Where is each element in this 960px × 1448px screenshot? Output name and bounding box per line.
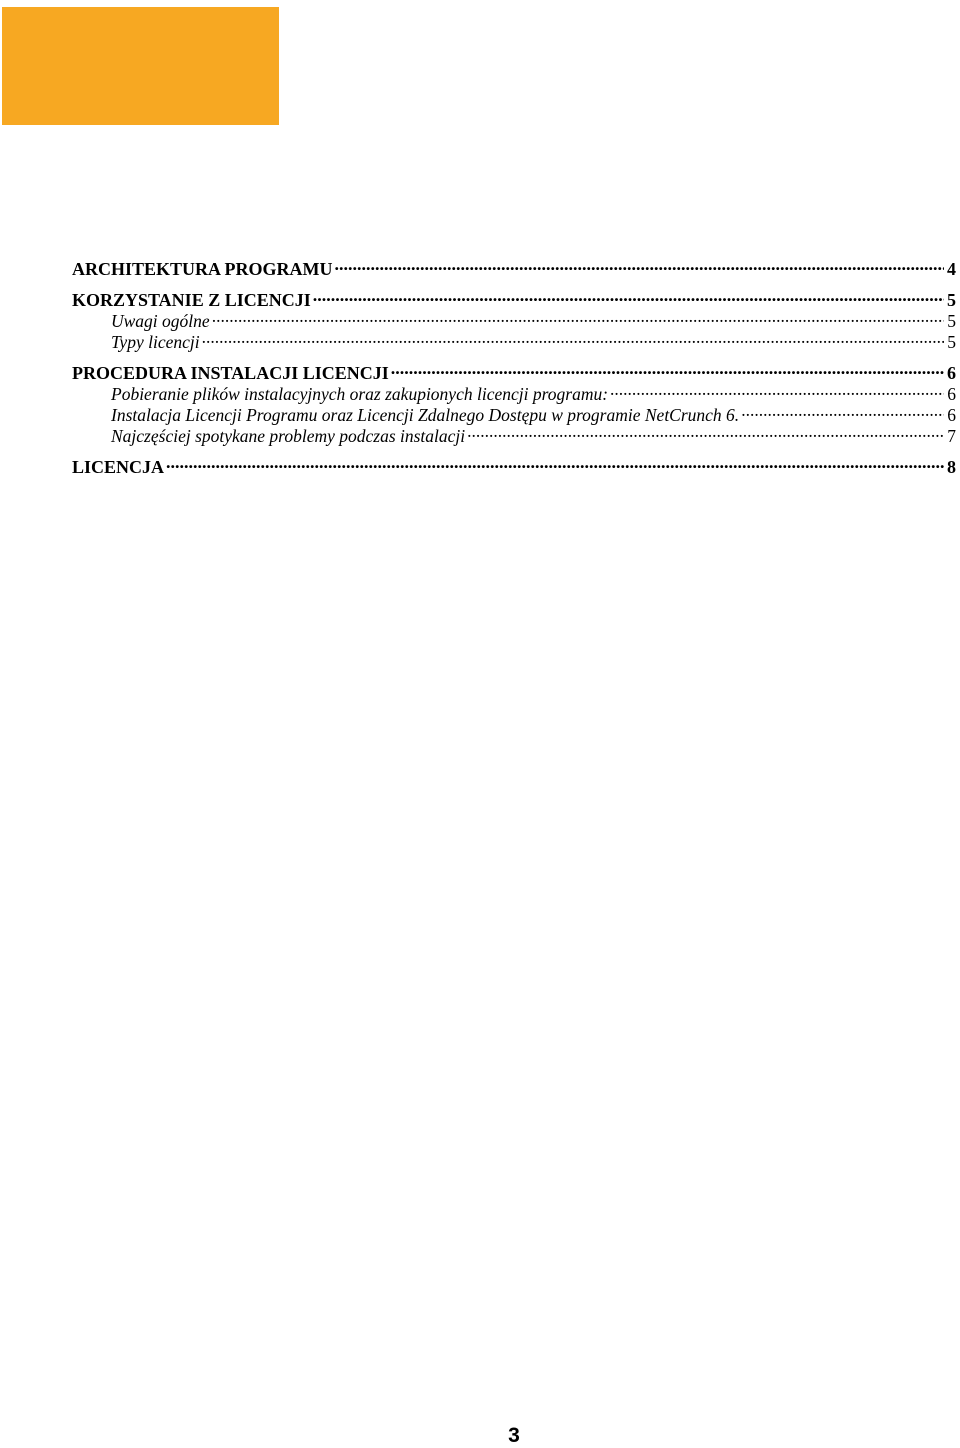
toc-entry-page: 5: [947, 332, 956, 352]
toc-entry-licencja[interactable]: [72, 452, 956, 477]
toc-dot-leader: [610, 379, 944, 400]
toc-entry-label: LICENCJA: [72, 457, 165, 477]
toc-entry-procedura-instalacji-licencji[interactable]: [72, 358, 956, 383]
toc-entry-label: Najczęściej spotykane problemy podczas instalacji: [111, 426, 466, 446]
toc-entry-label: ARCHITEKTURA PROGRAMU: [72, 259, 333, 279]
toc-dot-leader: [202, 327, 945, 348]
toc-entry-typy-licencji[interactable]: [72, 327, 956, 352]
toc-entry-page: 6: [947, 405, 956, 425]
toc-entry-architektura-programu[interactable]: [72, 254, 956, 279]
table-of-contents: [72, 254, 956, 477]
toc-entry-label: PROCEDURA INSTALACJI LICENCJI: [72, 363, 389, 383]
toc-entry-label: Uwagi ogólne: [111, 311, 210, 331]
header-color-block: [2, 7, 279, 125]
toc-entry-page: 8: [947, 457, 956, 477]
toc-dot-leader: [335, 254, 944, 275]
toc-entry-page: 4: [947, 259, 956, 279]
toc-entry-page: 7: [947, 426, 956, 446]
toc-entry-label: Typy licencji: [111, 332, 200, 352]
toc-dot-leader: [391, 358, 944, 379]
toc-entry-label: Pobieranie plików instalacyjnych oraz zakupionych licencji programu:: [111, 384, 609, 404]
page-number: 3: [508, 1424, 520, 1447]
toc-dot-leader: [741, 400, 944, 421]
toc-dot-leader: [313, 285, 944, 306]
toc-entry-korzystanie-z-licencji[interactable]: [72, 285, 956, 310]
toc-entry-label: KORZYSTANIE Z LICENCJI: [72, 290, 311, 310]
toc-entry-page: 6: [947, 384, 956, 404]
toc-dot-leader: [467, 421, 944, 442]
toc-entry-page: 5: [947, 290, 956, 310]
toc-entry-page: 6: [947, 363, 956, 383]
toc-dot-leader: [212, 306, 945, 327]
toc-entry-page: 5: [947, 311, 956, 331]
toc-entry-label: Instalacja Licencji Programu oraz Licencji Zdalnego Dostępu w programie NetCrunch 6.: [111, 405, 740, 425]
toc-dot-leader: [166, 452, 944, 473]
